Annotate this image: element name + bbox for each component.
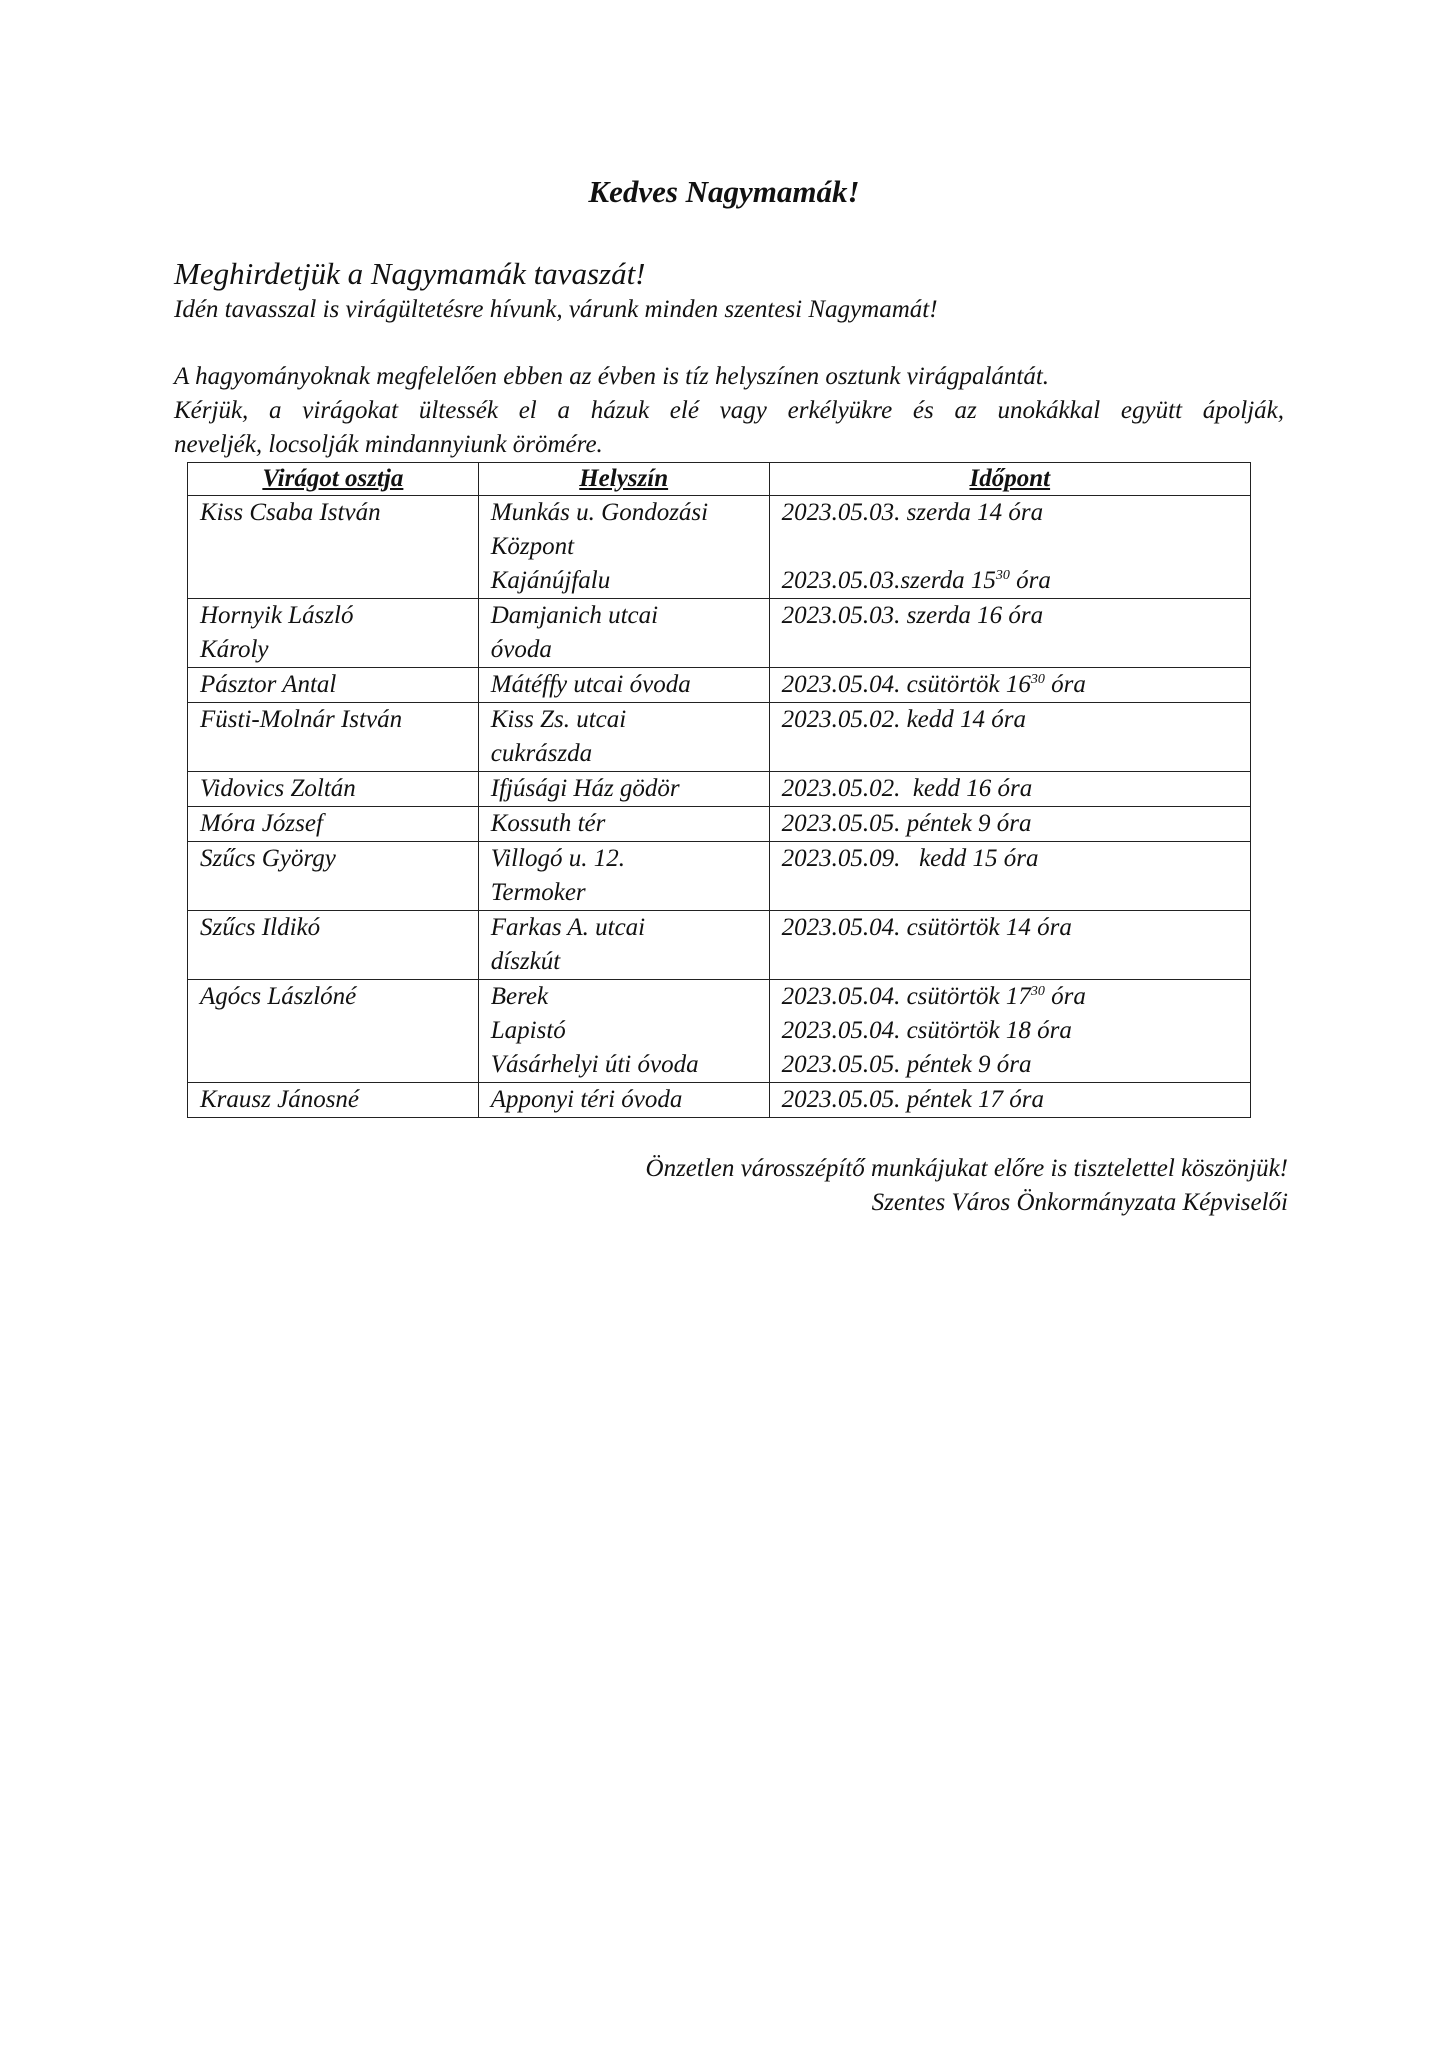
distributor-cell	[188, 1083, 479, 1118]
table-row	[188, 772, 1251, 807]
table-row	[188, 703, 1251, 772]
distributor-name: Pásztor Antal	[200, 671, 337, 698]
header-distributor: Virágot osztja	[188, 463, 479, 496]
time-text: 2023.05.04. csütörtök 16	[781, 671, 1031, 698]
header-time: Időpont	[769, 463, 1250, 496]
time-line: 2023.05.04. csütörtök 14 óra	[781, 914, 1072, 941]
distributor-cell	[188, 496, 479, 599]
distributor-cell	[188, 842, 479, 911]
time-line: 2023.05.05. péntek 9 óra	[781, 1051, 1032, 1078]
table-row	[188, 599, 1251, 668]
time-cell	[769, 1083, 1250, 1118]
location-cell	[478, 807, 769, 842]
paragraph-line-1: A hagyományoknak megfelelően ebben az évben is tíz helyszínen osztunk virágpalántát.	[174, 363, 1050, 390]
location-line: Mátéffy utcai óvoda	[490, 671, 691, 698]
time-minutes-superscript: 30	[1030, 984, 1045, 999]
time-cell	[769, 772, 1250, 807]
intro-paragraph	[174, 360, 1284, 462]
location-line: Berek	[490, 983, 549, 1010]
time-unit: óra	[1009, 567, 1051, 594]
table-row	[188, 807, 1251, 842]
distributor-name: Kiss Csaba István	[200, 499, 381, 526]
distributor-cell	[188, 980, 479, 1083]
distributor-name: Szűcs Ildikó	[200, 914, 321, 941]
closing-thanks: Önzetlen városszépítő munkájukat előre is tisztelettel köszönjük!	[645, 1155, 1288, 1182]
distributor-name: Szűcs György	[200, 845, 336, 872]
distributor-cell	[188, 772, 479, 807]
table-row	[188, 911, 1251, 980]
time-text: 2023.05.04. csütörtök 17	[781, 983, 1031, 1010]
time-cell	[769, 842, 1250, 911]
location-line: Damjanich utcai	[490, 602, 659, 629]
time-line: 2023.05.03. szerda 16 óra	[781, 602, 1044, 629]
location-cell	[478, 668, 769, 703]
time-line: 2023.05.04. csütörtök 18 óra	[781, 1017, 1072, 1044]
location-line: Vásárhelyi úti óvoda	[490, 1051, 699, 1078]
location-line: Lapistó	[490, 1017, 566, 1044]
location-line: Ifjúsági Ház gödör	[490, 775, 680, 802]
distributor-name: Agócs Lászlóné	[200, 983, 357, 1010]
location-cell	[478, 842, 769, 911]
distributor-name: Hornyik László	[200, 602, 354, 629]
table-row	[188, 496, 1251, 599]
distributor-cell	[188, 668, 479, 703]
time-line: 2023.05.09. kedd 15 óra	[781, 845, 1039, 872]
time-line: 2023.05.05. péntek 9 óra	[781, 810, 1032, 837]
time-cell	[769, 911, 1250, 980]
time-line	[782, 980, 1238, 1014]
location-cell	[478, 496, 769, 599]
table-header-row	[188, 463, 1251, 496]
location-line: Központ	[490, 533, 575, 560]
time-text: 2023.05.03.szerda 15	[781, 567, 996, 594]
intro-heading: Meghirdetjük a Nagymamák tavaszát!	[174, 256, 646, 291]
time-line: 2023.05.05. péntek 17 óra	[781, 1086, 1045, 1113]
time-minutes-superscript: 30	[1030, 672, 1045, 687]
location-line: díszkút	[490, 948, 561, 975]
time-cell	[769, 599, 1250, 668]
time-line	[782, 564, 1238, 598]
time-unit: óra	[1044, 671, 1086, 698]
distributor-cell	[188, 599, 479, 668]
location-cell	[478, 911, 769, 980]
location-line: Villogó u. 12.	[490, 845, 626, 872]
distributor-cell	[188, 703, 479, 772]
location-cell	[478, 1083, 769, 1118]
paragraph-line-2: Kérjük, a virágokat ültessék el a házuk elé vagy erkélyükre és az unokákkal együtt ápolják,	[174, 397, 1284, 424]
header-location: Helyszín	[478, 463, 769, 496]
distributor-name: Móra József	[200, 810, 323, 837]
location-line: Munkás u. Gondozási	[490, 499, 709, 526]
distributor-cell	[188, 911, 479, 980]
location-line: Apponyi téri óvoda	[490, 1086, 683, 1113]
location-line: Termoker	[490, 879, 586, 906]
page-title: Kedves Nagymamák!	[588, 174, 860, 209]
time-cell	[769, 496, 1250, 599]
closing-signature: Szentes Város Önkormányzata Képviselői	[871, 1189, 1288, 1216]
location-line: cukrászda	[490, 740, 593, 767]
distributor-name: Vidovics Zoltán	[200, 775, 356, 802]
distributor-name: Krausz Jánosné	[200, 1086, 360, 1113]
distributor-cell	[188, 807, 479, 842]
location-cell	[478, 703, 769, 772]
location-cell	[478, 599, 769, 668]
time-line	[782, 668, 1238, 702]
time-line: 2023.05.02. kedd 16 óra	[781, 775, 1033, 802]
location-line: óvoda	[490, 636, 552, 663]
time-cell	[769, 668, 1250, 703]
location-cell	[478, 980, 769, 1083]
table-row	[188, 1083, 1251, 1118]
paragraph-line-3: neveljék, locsolják mindannyiunk örömére.	[174, 431, 603, 458]
time-cell	[769, 807, 1250, 842]
time-line: 2023.05.03. szerda 14 óra	[781, 499, 1044, 526]
location-line: Kiss Zs. utcai	[490, 706, 627, 733]
location-cell	[478, 772, 769, 807]
distributor-name: Füsti-Molnár István	[200, 706, 403, 733]
table-row	[188, 668, 1251, 703]
time-unit: óra	[1044, 983, 1086, 1010]
location-line: Kossuth tér	[490, 810, 606, 837]
location-line: Farkas A. utcai	[490, 914, 646, 941]
time-cell	[769, 980, 1250, 1083]
table-row	[188, 842, 1251, 911]
distributor-name: Károly	[200, 636, 269, 663]
time-minutes-superscript: 30	[995, 568, 1010, 583]
table-row	[188, 980, 1251, 1083]
time-line: 2023.05.02. kedd 14 óra	[781, 706, 1026, 733]
closing-block	[646, 1152, 1288, 1220]
intro-line: Idén tavasszal is virágültetésre hívunk, várunk minden szentesi Nagymamát!	[174, 296, 938, 323]
distribution-schedule-table	[187, 462, 1251, 1118]
location-line: Kajánújfalu	[490, 567, 611, 594]
time-cell	[769, 703, 1250, 772]
